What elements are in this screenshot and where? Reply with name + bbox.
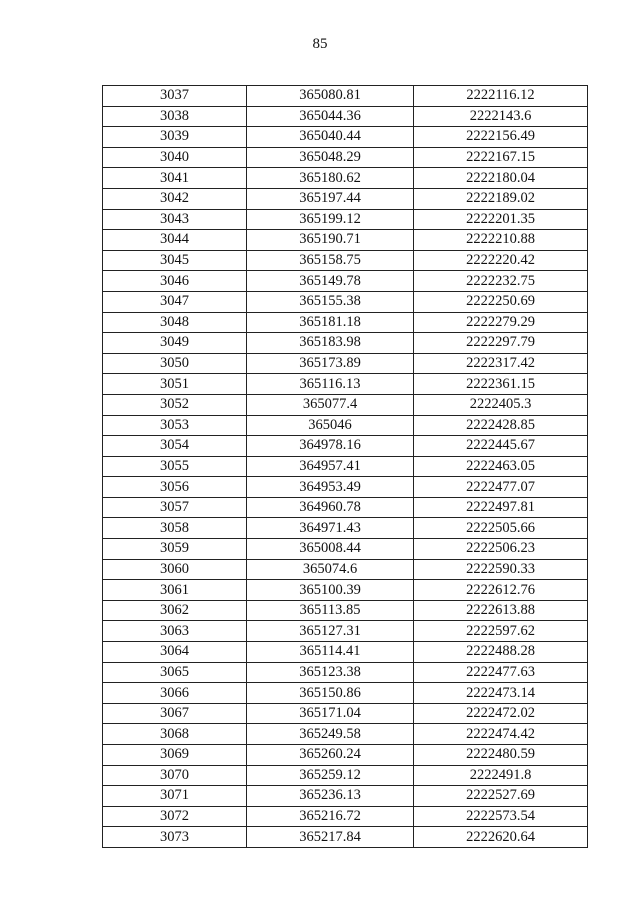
y-coordinate-cell: 2222497.81 — [414, 497, 588, 518]
table-row — [103, 580, 588, 601]
point-number-cell: 3073 — [103, 827, 247, 848]
y-coordinate-cell: 2222480.59 — [414, 745, 588, 766]
y-coordinate-cell: 2222597.62 — [414, 621, 588, 642]
y-coordinate-cell: 2222428.85 — [414, 415, 588, 436]
table-row — [103, 230, 588, 251]
point-number-cell: 3063 — [103, 621, 247, 642]
table-row — [103, 642, 588, 663]
table-row — [103, 539, 588, 560]
y-coordinate-cell: 2222613.88 — [414, 600, 588, 621]
point-number-cell: 3064 — [103, 642, 247, 663]
x-coordinate-cell: 365077.4 — [247, 394, 414, 415]
point-number-cell: 3057 — [103, 497, 247, 518]
point-number-cell: 3037 — [103, 86, 247, 107]
point-number-cell: 3038 — [103, 106, 247, 127]
table-row — [103, 662, 588, 683]
table-row — [103, 827, 588, 848]
y-coordinate-cell: 2222180.04 — [414, 168, 588, 189]
point-number-cell: 3060 — [103, 559, 247, 580]
coordinates-table — [102, 85, 588, 848]
coordinates-table-body — [103, 86, 588, 848]
table-row — [103, 250, 588, 271]
point-number-cell: 3052 — [103, 394, 247, 415]
table-row — [103, 786, 588, 807]
x-coordinate-cell: 365040.44 — [247, 127, 414, 148]
point-number-cell: 3055 — [103, 456, 247, 477]
point-number-cell: 3041 — [103, 168, 247, 189]
y-coordinate-cell: 2222472.02 — [414, 703, 588, 724]
x-coordinate-cell: 365150.86 — [247, 683, 414, 704]
point-number-cell: 3050 — [103, 353, 247, 374]
y-coordinate-cell: 2222143.6 — [414, 106, 588, 127]
table-row — [103, 333, 588, 354]
table-row — [103, 683, 588, 704]
point-number-cell: 3042 — [103, 188, 247, 209]
y-coordinate-cell: 2222463.05 — [414, 456, 588, 477]
table-row — [103, 394, 588, 415]
point-number-cell: 3045 — [103, 250, 247, 271]
y-coordinate-cell: 2222527.69 — [414, 786, 588, 807]
x-coordinate-cell: 365190.71 — [247, 230, 414, 251]
x-coordinate-cell: 365155.38 — [247, 291, 414, 312]
y-coordinate-cell: 2222506.23 — [414, 539, 588, 560]
x-coordinate-cell: 365216.72 — [247, 806, 414, 827]
x-coordinate-cell: 365249.58 — [247, 724, 414, 745]
x-coordinate-cell: 365149.78 — [247, 271, 414, 292]
x-coordinate-cell: 365173.89 — [247, 353, 414, 374]
y-coordinate-cell: 2222445.67 — [414, 436, 588, 457]
point-number-cell: 3065 — [103, 662, 247, 683]
y-coordinate-cell: 2222477.07 — [414, 477, 588, 498]
table-row — [103, 518, 588, 539]
point-number-cell: 3040 — [103, 147, 247, 168]
table-row — [103, 477, 588, 498]
x-coordinate-cell: 365008.44 — [247, 539, 414, 560]
x-coordinate-cell: 365181.18 — [247, 312, 414, 333]
y-coordinate-cell: 2222473.14 — [414, 683, 588, 704]
table-row — [103, 497, 588, 518]
y-coordinate-cell: 2222477.63 — [414, 662, 588, 683]
x-coordinate-cell: 364978.16 — [247, 436, 414, 457]
x-coordinate-cell: 365048.29 — [247, 147, 414, 168]
x-coordinate-cell: 365180.62 — [247, 168, 414, 189]
y-coordinate-cell: 2222491.8 — [414, 765, 588, 786]
table-row — [103, 86, 588, 107]
point-number-cell: 3059 — [103, 539, 247, 560]
table-row — [103, 271, 588, 292]
y-coordinate-cell: 2222201.35 — [414, 209, 588, 230]
table-row — [103, 168, 588, 189]
table-row — [103, 188, 588, 209]
y-coordinate-cell: 2222361.15 — [414, 374, 588, 395]
x-coordinate-cell: 364953.49 — [247, 477, 414, 498]
table-row — [103, 415, 588, 436]
table-row — [103, 745, 588, 766]
y-coordinate-cell: 2222297.79 — [414, 333, 588, 354]
point-number-cell: 3039 — [103, 127, 247, 148]
x-coordinate-cell: 365127.31 — [247, 621, 414, 642]
y-coordinate-cell: 2222317.42 — [414, 353, 588, 374]
y-coordinate-cell: 2222612.76 — [414, 580, 588, 601]
point-number-cell: 3053 — [103, 415, 247, 436]
x-coordinate-cell: 365236.13 — [247, 786, 414, 807]
x-coordinate-cell: 365074.6 — [247, 559, 414, 580]
y-coordinate-cell: 2222167.15 — [414, 147, 588, 168]
x-coordinate-cell: 365116.13 — [247, 374, 414, 395]
x-coordinate-cell: 365199.12 — [247, 209, 414, 230]
y-coordinate-cell: 2222573.54 — [414, 806, 588, 827]
x-coordinate-cell: 365259.12 — [247, 765, 414, 786]
table-row — [103, 147, 588, 168]
x-coordinate-cell: 365100.39 — [247, 580, 414, 601]
table-row — [103, 621, 588, 642]
x-coordinate-cell: 365044.36 — [247, 106, 414, 127]
point-number-cell: 3056 — [103, 477, 247, 498]
y-coordinate-cell: 2222590.33 — [414, 559, 588, 580]
point-number-cell: 3071 — [103, 786, 247, 807]
table-row — [103, 374, 588, 395]
point-number-cell: 3068 — [103, 724, 247, 745]
y-coordinate-cell: 2222488.28 — [414, 642, 588, 663]
point-number-cell: 3066 — [103, 683, 247, 704]
table-row — [103, 703, 588, 724]
point-number-cell: 3058 — [103, 518, 247, 539]
point-number-cell: 3067 — [103, 703, 247, 724]
page-number: 85 — [312, 36, 328, 52]
point-number-cell: 3043 — [103, 209, 247, 230]
point-number-cell: 3069 — [103, 745, 247, 766]
point-number-cell: 3049 — [103, 333, 247, 354]
x-coordinate-cell: 365171.04 — [247, 703, 414, 724]
point-number-cell: 3054 — [103, 436, 247, 457]
table-row — [103, 353, 588, 374]
x-coordinate-cell: 364957.41 — [247, 456, 414, 477]
table-row — [103, 436, 588, 457]
point-number-cell: 3072 — [103, 806, 247, 827]
y-coordinate-cell: 2222250.69 — [414, 291, 588, 312]
x-coordinate-cell: 365123.38 — [247, 662, 414, 683]
point-number-cell: 3047 — [103, 291, 247, 312]
x-coordinate-cell: 365080.81 — [247, 86, 414, 107]
table-row — [103, 456, 588, 477]
table-row — [103, 127, 588, 148]
table-row — [103, 600, 588, 621]
x-coordinate-cell: 365183.98 — [247, 333, 414, 354]
y-coordinate-cell: 2222156.49 — [414, 127, 588, 148]
y-coordinate-cell: 2222232.75 — [414, 271, 588, 292]
x-coordinate-cell: 365158.75 — [247, 250, 414, 271]
y-coordinate-cell: 2222279.29 — [414, 312, 588, 333]
y-coordinate-cell: 2222405.3 — [414, 394, 588, 415]
table-row — [103, 806, 588, 827]
x-coordinate-cell: 365114.41 — [247, 642, 414, 663]
point-number-cell: 3044 — [103, 230, 247, 251]
y-coordinate-cell: 2222620.64 — [414, 827, 588, 848]
y-coordinate-cell: 2222474.42 — [414, 724, 588, 745]
x-coordinate-cell: 365260.24 — [247, 745, 414, 766]
table-row — [103, 312, 588, 333]
y-coordinate-cell: 2222220.42 — [414, 250, 588, 271]
point-number-cell: 3070 — [103, 765, 247, 786]
x-coordinate-cell: 365046 — [247, 415, 414, 436]
y-coordinate-cell: 2222116.12 — [414, 86, 588, 107]
table-row — [103, 291, 588, 312]
x-coordinate-cell: 365197.44 — [247, 188, 414, 209]
x-coordinate-cell: 365113.85 — [247, 600, 414, 621]
point-number-cell: 3048 — [103, 312, 247, 333]
point-number-cell: 3046 — [103, 271, 247, 292]
x-coordinate-cell: 364960.78 — [247, 497, 414, 518]
point-number-cell: 3062 — [103, 600, 247, 621]
table-row — [103, 559, 588, 580]
y-coordinate-cell: 2222189.02 — [414, 188, 588, 209]
table-row — [103, 724, 588, 745]
table-row — [103, 765, 588, 786]
table-row — [103, 106, 588, 127]
y-coordinate-cell: 2222505.66 — [414, 518, 588, 539]
point-number-cell: 3061 — [103, 580, 247, 601]
point-number-cell: 3051 — [103, 374, 247, 395]
x-coordinate-cell: 364971.43 — [247, 518, 414, 539]
y-coordinate-cell: 2222210.88 — [414, 230, 588, 251]
table-row — [103, 209, 588, 230]
x-coordinate-cell: 365217.84 — [247, 827, 414, 848]
